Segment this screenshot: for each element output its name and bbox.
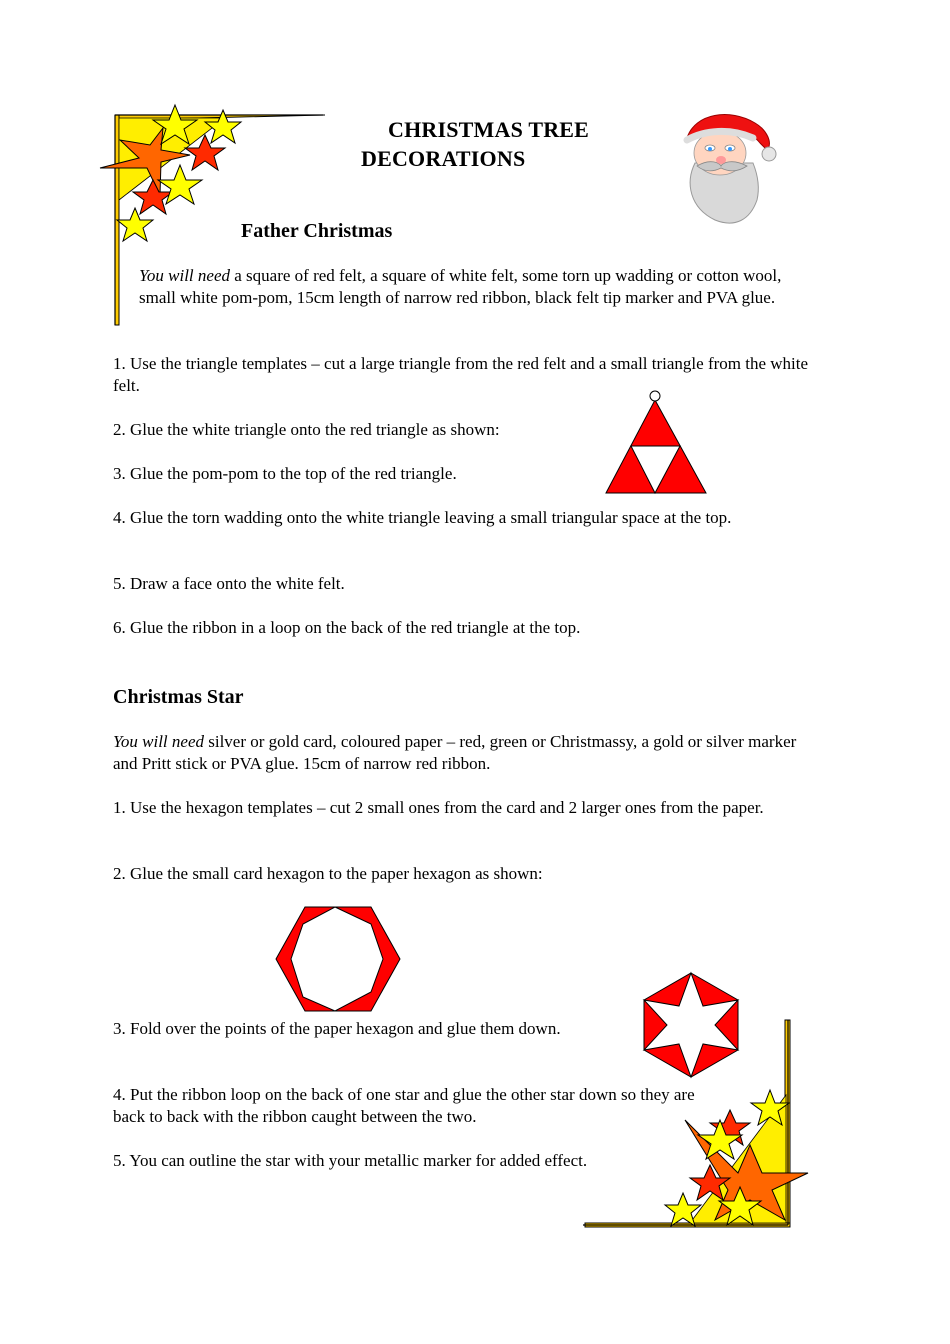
christmas-star-materials (113, 731, 813, 775)
father-christmas-heading: Father Christmas (241, 220, 393, 242)
star-corner-decoration-bottom-right-icon (580, 1015, 820, 1245)
materials-text: a square of red felt, a square of white felt, some torn up wadding or cotton wool, small white pom-pom, 15cm length of narrow red ribbon, black felt tip marker and PVA glue. (139, 266, 782, 307)
cs-step-3: 3. Fold over the points of the paper hexagon and glue them down. (113, 1019, 561, 1038)
cs-step-2: 2. Glue the small card hexagon to the paper hexagon as shown: (113, 864, 543, 883)
cs-step-1: 1. Use the hexagon templates – cut 2 small ones from the card and 2 larger ones from the paper. (113, 798, 764, 817)
father-christmas-materials (139, 265, 819, 309)
christmas-star-heading: Christmas Star (113, 686, 244, 708)
cs-step-4: 4. Put the ribbon loop on the back of one star and glue the other star down so they are back to back with the ribbon caught between the two. (113, 1085, 695, 1126)
fc-step-1: 1. Use the triangle templates – cut a large triangle from the red felt and a small triangle from the white felt. (113, 354, 809, 395)
fc-step-2: 2. Glue the white triangle onto the red triangle as shown: (113, 420, 500, 439)
star-materials-text: silver or gold card, coloured paper – red, green or Christmassy, a gold or silver marker and Pritt stick or PVA glue. 15cm of narrow red ribbon. (113, 732, 797, 773)
fc-step-5: 5. Draw a face onto the white felt. (113, 574, 345, 593)
hexagon-diagram-icon (273, 904, 403, 1014)
page-title-line1: CHRISTMAS TREE (388, 117, 590, 142)
fc-step-4: 4. Glue the torn wadding onto the white triangle leaving a small triangular space at the top. (113, 508, 732, 527)
santa-face-icon (675, 108, 785, 228)
you-will-need-label: You will need (139, 266, 230, 285)
you-will-need-label-star: You will need (113, 732, 204, 751)
cs-step-5: 5. You can outline the star with your metallic marker for added effect. (113, 1151, 588, 1170)
fc-step-6: 6. Glue the ribbon in a loop on the back of the red triangle at the top. (113, 618, 581, 637)
fc-step-3: 3. Glue the pom-pom to the top of the red triangle. (113, 464, 457, 483)
triangle-santa-diagram-icon (603, 386, 713, 496)
page-title-line2: DECORATIONS (361, 146, 526, 171)
